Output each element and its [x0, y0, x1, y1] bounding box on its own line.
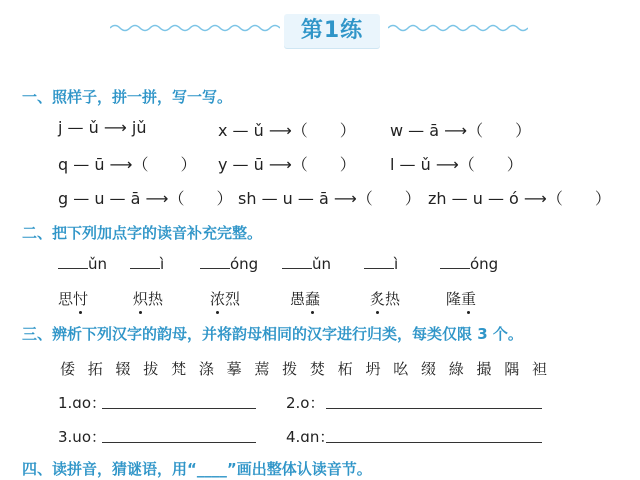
pinyin-blank[interactable]: óng [200, 254, 258, 273]
word-item: 炽热 [133, 290, 164, 308]
word-item: 炙热 [370, 290, 401, 308]
answer-line[interactable] [102, 442, 256, 443]
word-item: 愚蠢 [290, 290, 321, 308]
word-item: 隆重 [446, 290, 477, 308]
wave-decoration-left [110, 22, 280, 34]
page-title: 第1练 [300, 18, 364, 43]
pinyin-item: w — ā ⟶（ ） [390, 121, 532, 140]
wave-decoration-right [388, 22, 528, 34]
pinyin-item: zh — u — ó ⟶（ ） [428, 189, 611, 208]
pinyin-item: l — ǔ ⟶（ ） [390, 155, 523, 174]
pinyin-item: g — u — ā ⟶（ ） [58, 189, 233, 208]
section1-heading: 一、照样子，拼一拼，写一写。 [22, 88, 233, 106]
pinyin-blank[interactable]: ǔn [282, 254, 331, 273]
pinyin-item: y — ū ⟶（ ） [218, 155, 356, 174]
answer-line[interactable] [326, 442, 542, 443]
pinyin-blank[interactable]: ì [130, 254, 164, 273]
pinyin-item: sh — u — ā ⟶（ ） [238, 189, 421, 208]
section2-heading: 二、把下列加点字的读音补充完整。 [22, 224, 263, 242]
answer-line[interactable] [326, 408, 542, 409]
category-label: 2.o： [286, 394, 325, 412]
page-title-box [284, 14, 380, 48]
word-item: 思忖 [58, 290, 89, 308]
section3-heading: 三、辨析下列汉字的韵母，并将韵母相同的汉字进行归类，每类仅限 3 个。 [22, 325, 523, 343]
pinyin-blank[interactable]: óng [440, 254, 498, 273]
pinyin-item: x — ǔ ⟶（ ） [218, 121, 356, 140]
section4-heading: 四、读拼音，猜谜语，用“____”画出整体认读音节。 [22, 460, 372, 478]
answer-line[interactable] [102, 408, 256, 409]
category-label: 3.uo： [58, 428, 106, 446]
character-list: 倭 拓 辍 拔 梵 涤 摹 蔫 拨 焚 柘 坍 吆 缀 綠 撮 隅 袒 [60, 360, 552, 378]
pinyin-item: q — ū ⟶（ ） [58, 155, 197, 174]
category-label: 1.ɑo： [58, 394, 107, 412]
pinyin-item: j — ǔ ⟶ jǔ [58, 118, 147, 137]
word-item: 浓烈 [210, 290, 241, 308]
pinyin-blank[interactable]: ì [364, 254, 398, 273]
category-label: 4.ɑn： [286, 428, 335, 446]
pinyin-blank[interactable]: ǔn [58, 254, 107, 273]
